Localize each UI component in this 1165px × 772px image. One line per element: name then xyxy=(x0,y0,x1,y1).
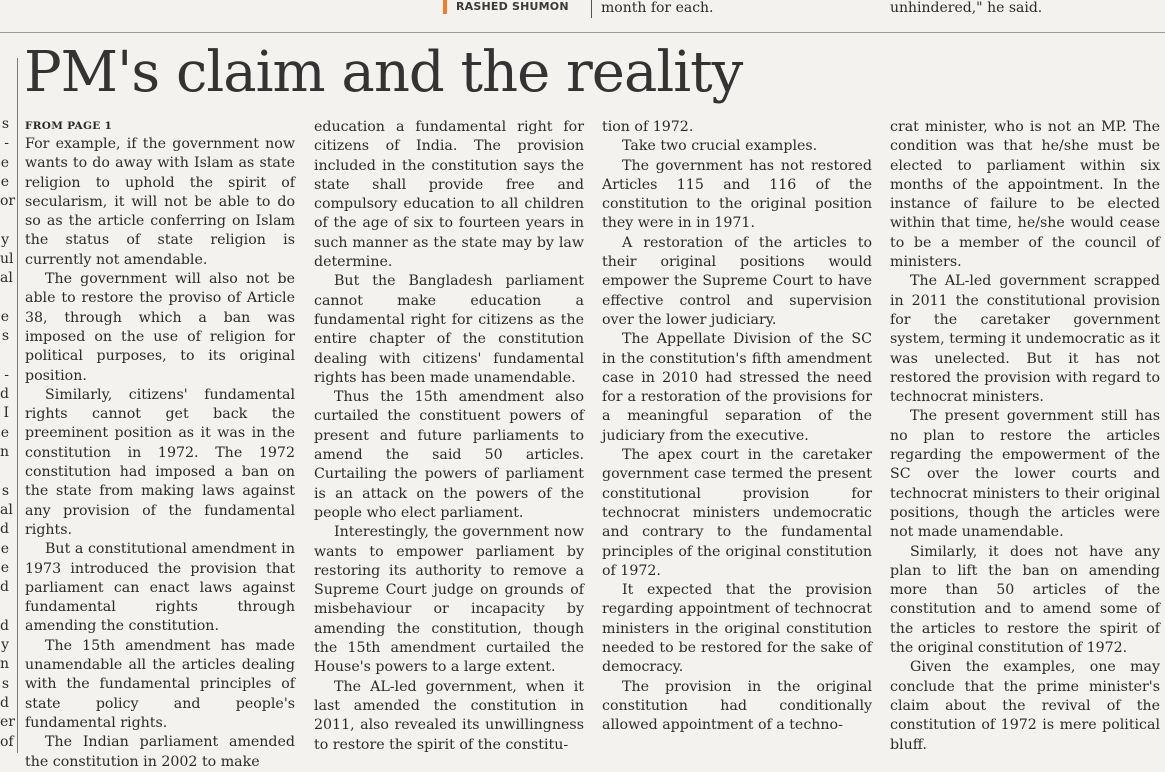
paragraph: The Appellate Division of the SC in the constitution's fifth amendment case in 2010 had stressed the need for a restoration of the provisions for a meaningful separation of the judiciary from the executive. xyxy=(602,331,872,444)
paragraph: The Indian parliament amended the constitution in 2002 to make xyxy=(25,734,295,770)
paragraph: crat minister, who is not an MP. The condition was that he/she must be elected to parliament within six months of the appointment. In the instance of failure to be elected within that time, he/she would cease to be a member of the council of ministers. xyxy=(890,119,1160,271)
paragraph: The government will also not be able to restore the proviso of Article 38, through which a ban was imposed on the use of religion for political purposes, to its original position. xyxy=(25,271,295,384)
fragment-line xyxy=(0,211,9,230)
paragraph: It expected that the provision regarding appointment of technocrat ministers in the original constitution needed to be restored for the sake of democracy. xyxy=(602,582,872,676)
fragment-line: of xyxy=(0,733,14,750)
paragraph: Similarly, citizens' fundamental rights cannot get back the preeminent position as it was in the constitution in 1972. The 1972 constitution had imposed a ban on the state from making laws against any provision of the fundamental rights. xyxy=(25,386,295,538)
fragment-line: d xyxy=(0,521,9,538)
adjacent-column-fragments xyxy=(0,115,16,752)
fragment-line: I xyxy=(3,405,9,422)
paragraph: The AL-led government, when it last amended the constitution in 2011, also revealed its unwillingness to restore the spirit of the constitu- xyxy=(314,678,584,753)
fragment-line xyxy=(0,347,9,366)
fragment-line xyxy=(0,289,9,308)
byline-accent-bar xyxy=(443,0,447,14)
fragment-line: - xyxy=(4,366,9,383)
article-column-1 xyxy=(25,118,295,772)
byline: RASHED SHUMON xyxy=(456,0,569,13)
fragment-line: al xyxy=(0,501,13,518)
paragraph: But the Bangladesh parliament cannot make education a fundamental right for citizens as the entire chapter of the constitution dealing with citizens' fundamental rights has been made unamendable. xyxy=(314,273,584,386)
column-divider xyxy=(591,0,592,18)
headline: PM's claim and the reality xyxy=(24,40,743,105)
paragraph: Given the examples, one may conclude that the prime minister's claim about the revival of the constitution of 1972 is mere political bluff. xyxy=(890,659,1160,753)
fragment-line: e xyxy=(0,424,9,441)
previous-article-strip xyxy=(0,0,1165,33)
text-fragment: month for each. xyxy=(601,0,714,16)
paragraph: education a fundamental right for citizens of India. The provision included in the constitution says the state shall provide free and compulsory education to all children of the age of six to fourteen years in such manner as the state may by law determine. xyxy=(314,119,584,271)
fragment-line: e xyxy=(0,308,9,325)
paragraph: Interestingly, the government now wants to empower parliament by restoring its authority to remove a Supreme Court judge on grounds of misbehaviour or incapacity by amending the constitution, though the 15th amendment curtailed the House's powers to a large extent. xyxy=(314,524,584,676)
article-column-2 xyxy=(314,118,584,755)
fragment-line: or xyxy=(0,193,16,210)
article-column-3 xyxy=(602,118,872,736)
fragment-line: er xyxy=(0,714,15,731)
fragment-line: d xyxy=(0,617,9,634)
fragment-line: s xyxy=(1,482,9,499)
fragment-line xyxy=(0,597,9,616)
paragraph: The provision in the original constitution had conditionally allowed appointment of a techno- xyxy=(602,678,872,734)
paragraph: tion of 1972. xyxy=(602,119,694,135)
fragment-line: s xyxy=(1,675,9,692)
fragment-line: y xyxy=(1,231,9,248)
continuation-kicker: FROM PAGE 1 xyxy=(25,120,113,132)
paragraph: Similarly, it does not have any plan to lift the ban on amending more than 50 articles of the constitution and to amend some of the articles to restore the spirit of the original constitution of 1972. xyxy=(890,543,1160,657)
fragment-line: e xyxy=(0,559,9,576)
paragraph: The government has not restored Articles 115 and 116 of the constitution to the original position they were in in 1971. xyxy=(602,157,872,232)
fragment-line: s xyxy=(1,116,9,132)
paragraph: A restoration of the articles to their original positions would empower the Supreme Court to have effective control and supervision over the lower judiciary. xyxy=(602,234,872,328)
fragment-line: al xyxy=(0,270,13,287)
fragment-line: e xyxy=(0,540,9,557)
text-fragment: unhindered," he said. xyxy=(890,0,1043,16)
fragment-line: n xyxy=(0,656,10,673)
fragment-line: y xyxy=(1,637,9,654)
column-rule xyxy=(17,58,18,753)
paragraph: The 15th amendment has made unamendable all the articles dealing with the fundamental principles of state policy and people's fundamental rights. xyxy=(25,637,295,731)
fragment-line: n xyxy=(0,444,10,461)
paragraph: But a constitutional amendment in 1973 introduced the provision that parliament can enact laws against fundamental rights through amending the constitution. xyxy=(25,541,295,635)
fragment-line: e xyxy=(0,173,9,190)
fragment-line: d xyxy=(0,386,9,403)
fragment-line: d xyxy=(0,579,9,596)
paragraph: The present government still has no plan to restore the articles regarding the empowerment of the SC over the lower courts and technocrat ministers to their original positions, though the articles were not made unamendable. xyxy=(890,408,1160,541)
paragraph: The apex court in the caretaker government case termed the present constitutional provision for technocrat ministers undemocratic and contrary to the fundamental principles of the original constitution of 1972. xyxy=(602,447,872,579)
article-column-4 xyxy=(890,118,1160,755)
paragraph: For example, if the government now wants to do away with Islam as state religion to uphold the spirit of secularism, it will not be able to do so as the article conferring on Islam the status of state religion is currently not amendable. xyxy=(25,136,295,268)
fragment-line: d xyxy=(0,694,9,711)
fragment-line: ul xyxy=(0,251,14,268)
fragment-line xyxy=(0,462,9,481)
paragraph: Take two crucial examples. xyxy=(622,138,818,155)
fragment-line: s xyxy=(1,328,9,345)
fragment-line: - xyxy=(4,135,9,152)
fragment-line: e xyxy=(0,154,9,171)
paragraph: Thus the 15th amendment also curtailed the constituent powers of present and future parliaments to amend the said 50 articles. Curtailing the powers of parliament is an attack on the powers of the people who elect parliament. xyxy=(314,389,584,521)
paragraph: The AL-led government scrapped in 2011 the constitutional provision for the caretaker government system, terming it undemocratic as it was unelected. But it has not restored the provision with regard to technocrat ministers. xyxy=(890,273,1160,406)
